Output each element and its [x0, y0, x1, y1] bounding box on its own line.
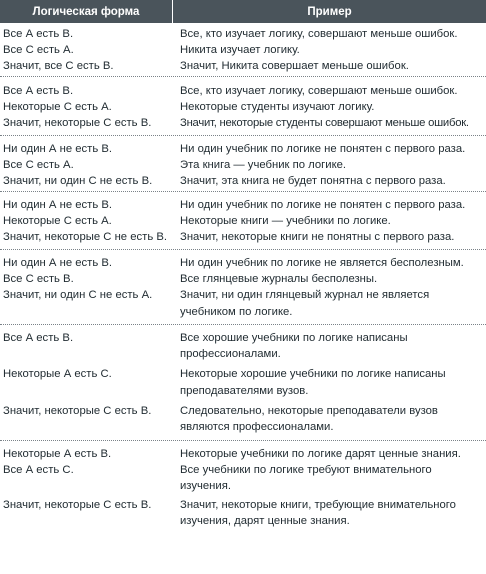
table-header	[0, 0, 486, 23]
example-conclusion: Значит, Никита совершает меньше ошибок.	[180, 60, 409, 73]
form-premise-minor: Все А есть С.	[3, 464, 74, 477]
example-conclusion: Значит, некоторые книги не понятны с первого раза.	[180, 231, 455, 244]
table-row	[0, 23, 486, 77]
form-premise-minor: Все С есть А.	[3, 159, 74, 172]
table-row	[0, 192, 486, 250]
example-premise-major: Все, кто изучает логику, совершают меньше ошибок.	[180, 28, 458, 40]
table-row	[0, 250, 486, 325]
form-premise-minor: Все С есть А.	[3, 44, 74, 57]
table-row	[0, 441, 486, 541]
example-premise-minor: Никита изучает логику.	[180, 44, 300, 57]
form-premise-minor: Некоторые С есть А.	[3, 215, 112, 228]
example-premise-minor: Некоторые хорошие учебники по логике написаны преподавателями вузов.	[180, 368, 446, 397]
example-premise-major: Ни один учебник по логике не является бесполезным.	[180, 257, 464, 269]
form-premise-minor: Все С есть В.	[3, 273, 74, 286]
example-premise-minor: Эта книга — учебник по логике.	[180, 159, 347, 172]
header-form: Логическая форма	[32, 5, 140, 18]
example-premise-minor: Некоторые книги — учебники по логике.	[180, 215, 391, 228]
form-premise-major: Все А есть В.	[3, 28, 74, 40]
form-conclusion: Значит, некоторые С есть В.	[3, 498, 152, 511]
example-premise-major: Все хорошие учебники по логике написаны профессионалами.	[180, 332, 408, 361]
example-conclusion: Следовательно, некоторые преподаватели вузов являются профессионалами.	[180, 404, 438, 434]
form-premise-major: Ни один А не есть В.	[3, 199, 113, 211]
form-conclusion: Значит, ни один С не есть А.	[3, 289, 153, 302]
form-premise-major: Некоторые А есть В.	[3, 448, 112, 460]
table-row	[0, 77, 486, 136]
example-conclusion: Значит, некоторые книги, требующие внимательного изучения, дарят ценные знания.	[180, 498, 456, 527]
form-conclusion: Значит, некоторые С не есть В.	[3, 231, 168, 244]
table-row	[0, 325, 486, 441]
example-conclusion: Значит, эта книга не будет понятна с первого раза.	[180, 175, 446, 188]
form-conclusion: Значит, все С есть В.	[3, 60, 114, 73]
example-premise-major: Все, кто изучает логику, совершают меньше ошибок.	[180, 85, 458, 97]
form-conclusion: Значит, некоторые С есть В.	[3, 404, 152, 417]
example-premise-major: Ни один учебник по логике не понятен с первого раза.	[180, 143, 466, 155]
form-premise-major: Все А есть В.	[3, 85, 74, 97]
example-premise-major: Ни один учебник по логике не понятен с первого раза.	[180, 199, 466, 211]
header-example: Пример	[172, 0, 486, 23]
example-premise-major: Некоторые учебники по логике дарят ценные знания.	[180, 448, 461, 460]
example-premise-minor: Некоторые студенты изучают логику.	[180, 101, 375, 114]
form-premise-major: Ни один А не есть В.	[3, 257, 113, 269]
example-conclusion: Значит, ни один глянцевый журнал не является учебником по логике.	[180, 289, 430, 318]
form-premise-major: Ни один А не есть В.	[3, 143, 113, 155]
example-conclusion: Значит, некоторые студенты совершают меньше ошибок.	[180, 117, 469, 130]
form-premise-major: Все А есть В.	[3, 332, 74, 344]
table-row	[0, 136, 486, 192]
form-premise-minor: Некоторые А есть С.	[3, 368, 112, 381]
example-premise-minor: Все учебники по логике требуют внимательного изучения.	[180, 464, 432, 493]
form-premise-minor: Некоторые С есть А.	[3, 101, 112, 114]
example-premise-minor: Все глянцевые журналы бесполезны.	[180, 273, 378, 286]
form-conclusion: Значит, ни один С не есть В.	[3, 175, 153, 188]
form-conclusion: Значит, некоторые С есть В.	[3, 117, 152, 130]
